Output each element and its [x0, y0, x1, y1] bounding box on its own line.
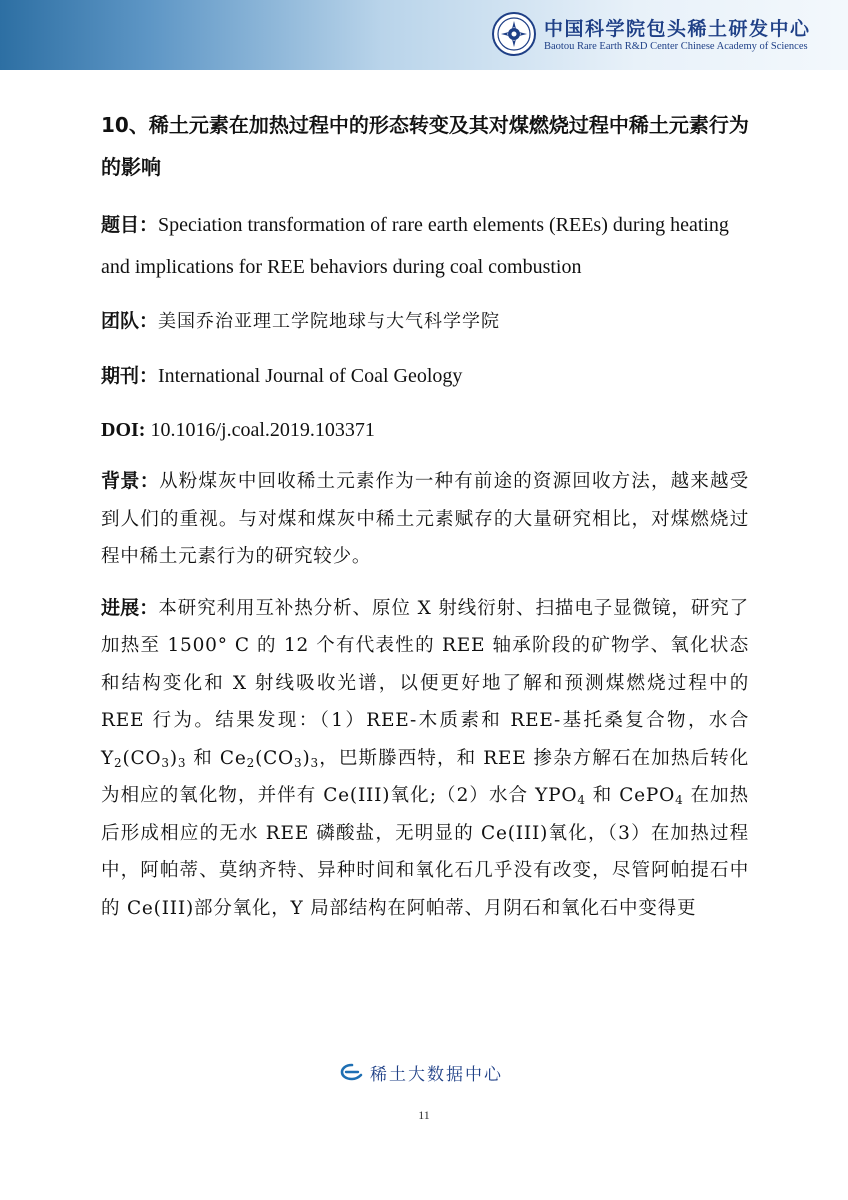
progress-paragraph: [101, 590, 749, 928]
journal-value: International Journal of Coal Geology: [158, 365, 463, 387]
subscript: 2: [246, 755, 256, 770]
topic-label: 题目：: [101, 214, 159, 236]
cas-emblem-icon: [492, 12, 536, 56]
progress-text-4: 和 Ce: [186, 747, 247, 769]
topic-value: Speciation transformation of rare earth elements (REEs) during heating and implications for REE behaviors during coal combustion: [101, 214, 729, 278]
progress-text-1: 本研究利用互补热分析、原位 X 射线衍射、扫描电子显微镜，研究了加热至 1500° C 的 12 个有代表性的 REE 轴承阶段的矿物学、氧化状态和结构变化和 X 射线吸收光谱，以便更好地了解和预测煤燃烧过程中的 REE 行为。结果发现：（1）REE-木质素和 REE-基托桑复合物，水合 Y: [101, 597, 749, 769]
journal-field: [101, 355, 749, 397]
subscript: 4: [577, 793, 586, 807]
background-paragraph: [101, 463, 749, 576]
team-value: 美国乔治亚理工学院地球与大气科学学院: [158, 311, 501, 332]
progress-text-9: 在加热后形成相应的无水 REE 磷酸盐，无明显的 Ce(III)氧化，（3）在加热过程中，阿帕蒂、莫纳齐特、异种时间和氧化石几乎没有改变，尽管阿帕提石中的 Ce(III)部分氧化，Y 局部结构在阿帕蒂、月阴石和氧化石中变得更: [101, 785, 749, 919]
progress-text-2: (CO: [122, 747, 162, 769]
progress-text-3: ): [169, 747, 178, 769]
doi-field: [101, 409, 749, 451]
subscript: 4: [675, 793, 684, 807]
org-name-en: Baotou Rare Earth R&D Center Chinese Academy of Sciences: [544, 41, 808, 52]
progress-label: 进展：: [101, 596, 159, 619]
background-text: 从粉煤灰中回收稀土元素作为一种有前途的资源回收方法，越来越受到人们的重视。与对煤和煤灰中稀土元素赋存的大量研究相比，对煤燃烧过程中稀土元素行为的研究较少。: [101, 471, 749, 567]
org-name-cn: 中国科学院包头稀土研发中心: [544, 18, 811, 40]
page-number: 11: [418, 1108, 430, 1122]
article-title: 10、稀土元素在加热过程中的形态转变及其对煤燃烧过程中稀土元素行为的影响: [101, 113, 749, 179]
subscript: 2: [114, 755, 123, 770]
team-label: 团队：: [101, 310, 159, 332]
doi-value: 10.1016/j.coal.2019.103371: [145, 419, 375, 441]
subscript: 3: [294, 755, 303, 770]
team-field: [101, 300, 749, 343]
footer-brand: 稀土大数据中心: [370, 1065, 503, 1085]
progress-text-7: ，巴斯滕西特，和 REE 掺杂方解石在加热后转化为相应的氧化物，并伴有 Ce(III)氧化;（2）水合 YPO: [101, 747, 749, 806]
subscript: 3: [177, 755, 187, 770]
background-label: 背景：: [101, 470, 160, 492]
progress-text-8: 和 CePO: [585, 785, 676, 806]
subscript: 3: [161, 755, 170, 770]
rare-earth-data-logo-icon: [340, 1063, 364, 1081]
journal-label: 期刊：: [101, 365, 159, 387]
article-body: [101, 104, 749, 933]
progress-text-6: ): [302, 747, 311, 769]
progress-text-5: (CO: [255, 747, 295, 769]
subscript: 3: [310, 755, 319, 770]
topic-field: [101, 204, 749, 288]
doi-label: DOI:: [101, 419, 146, 441]
